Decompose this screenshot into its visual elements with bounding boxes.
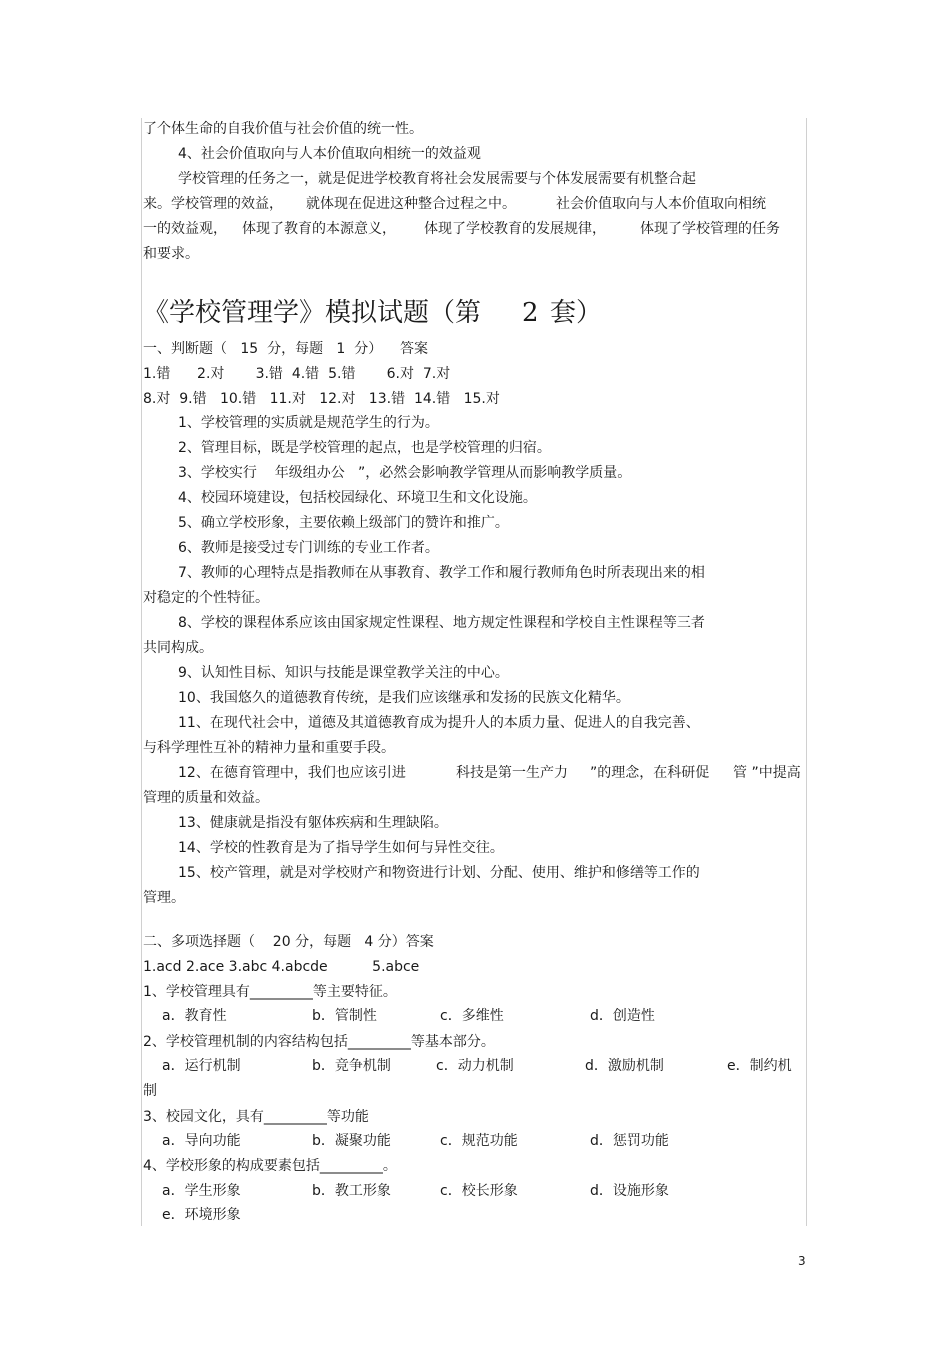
question-2-3: 3、校园文化，具有_________等功能 (143, 1109, 369, 1125)
question-1-10: 10、我国悠久的道德教育传统，是我们应该继承和发扬的民族文化精华。 (178, 690, 630, 706)
intro-line-4a: 来。学校管理的效益， (143, 196, 283, 212)
option-2-4-d: d．设施形象 (590, 1183, 669, 1199)
intro-line-3: 学校管理的任务之一，就是促进学校教育将社会发展需要与个体发展需要有机整合起 (178, 171, 696, 187)
question-1-8-cont: 共同构成。 (143, 640, 213, 656)
section-2-answers: 1.acd 2.ace 3.abc 4.abcde 5.abce (143, 959, 420, 975)
question-1-1: 1、学校管理的实质就是规范学生的行为。 (178, 415, 439, 431)
question-1-4: 4、校园环境建设，包括校园绿化、环境卫生和文化设施。 (178, 490, 537, 506)
intro-line-6: 和要求。 (143, 246, 199, 262)
question-1-14: 14、学校的性教育是为了指导学生如何与异性交往。 (178, 840, 504, 856)
option-2-4-c: c．校长形象 (440, 1183, 518, 1199)
right-margin-rule (806, 118, 807, 1226)
option-2-3-a: a．导向功能 (162, 1133, 241, 1149)
option-2-1-a: a．教育性 (162, 1008, 227, 1024)
question-1-11: 11、在现代社会中，道德及其道德教育成为提升人的本质力量、促进人的自我完善、 (178, 715, 700, 731)
question-1-12-part-4: 管 ”中提高 (733, 765, 801, 781)
question-1-12-part-3: ”的理念，在科研促 (590, 765, 710, 781)
question-1-12-part-2: 科技是第一生产力 (456, 765, 568, 781)
question-1-15: 15、校产管理，就是对学校财产和物资进行计划、分配、使用、维护和修缮等工作的 (178, 865, 700, 881)
question-1-13: 13、健康就是指没有躯体疾病和生理缺陷。 (178, 815, 448, 831)
intro-line-5d: 体现了学校管理的任务 (640, 221, 780, 237)
intro-line-4b: 就体现在促进这种整合过程之中。 (306, 196, 516, 212)
option-2-2-e: e．制约机 (727, 1058, 792, 1074)
intro-line-1: 了个体生命的自我价值与社会价值的统一性。 (143, 121, 423, 137)
option-2-4-b: b．教工形象 (312, 1183, 391, 1199)
option-2-2-c: c．动力机制 (436, 1058, 514, 1074)
question-1-7-cont: 对稳定的个性特征。 (143, 590, 269, 606)
option-2-4-a: a．学生形象 (162, 1183, 241, 1199)
question-1-15-cont: 管理。 (143, 890, 185, 906)
option-2-3-c: c．规范功能 (440, 1133, 518, 1149)
option-2-2-d: d．激励机制 (585, 1058, 664, 1074)
question-2-4: 4、学校形象的构成要素包括_________。 (143, 1158, 397, 1174)
question-1-5: 5、确立学校形象，主要依赖上级部门的赞许和推广。 (178, 515, 509, 531)
option-2-3-d: d．惩罚功能 (590, 1133, 669, 1149)
page-number: 3 (798, 1254, 806, 1268)
intro-line-4c: 社会价值取向与人本价值取向相统 (556, 196, 766, 212)
section-1-answers-1: 1.错 2.对 3.错 4.错 5.错 6.对 7.对 (143, 366, 451, 382)
intro-line-5c: 体现了学校教育的发展规律， (424, 221, 606, 237)
option-2-4-e: e．环境形象 (162, 1207, 241, 1223)
option-2-3-b: b．凝聚功能 (312, 1133, 391, 1149)
question-1-7: 7、教师的心理特点是指教师在从事教育、教学工作和履行教师角色时所表现出来的相 (178, 565, 705, 581)
question-2-2: 2、学校管理机制的内容结构包括_________等基本部分。 (143, 1034, 495, 1050)
document-title-number: 2 (522, 298, 539, 328)
option-2-2-a: a．运行机制 (162, 1058, 241, 1074)
section-1-answers-2: 8.对 9.错 10.错 11.对 12.对 13.错 14.错 15.对 (143, 391, 500, 407)
question-1-11-cont: 与科学理性互补的精神力量和重要手段。 (143, 740, 395, 756)
question-2-1: 1、学校管理具有_________等主要特征。 (143, 984, 397, 1000)
question-1-12-part-1: 12、在德育管理中，我们也应该引进 (178, 765, 406, 781)
question-1-6: 6、教师是接受过专门训练的专业工作者。 (178, 540, 439, 556)
document-title-end: 套） (550, 298, 603, 328)
section-1-heading: 一、判断题（ 15 分，每题 1 分） 答案 (143, 341, 429, 357)
question-1-8: 8、学校的课程体系应该由国家规定性课程、地方规定性课程和学校自主性课程等三者 (178, 615, 705, 631)
question-1-12-cont: 管理的质量和效益。 (143, 790, 269, 806)
option-2-2-b: b．竞争机制 (312, 1058, 391, 1074)
left-margin-rule (141, 118, 142, 1226)
section-2-heading: 二、多项选择题（ 20 分，每题 4 分）答案 (143, 934, 434, 950)
intro-line-5a: 一的效益观， (143, 221, 227, 237)
question-1-9: 9、认知性目标、知识与技能是课堂教学关注的中心。 (178, 665, 509, 681)
intro-heading-4: 4、社会价值取向与人本价值取向相统一的效益观 (178, 146, 481, 162)
option-2-1-d: d．创造性 (590, 1008, 655, 1024)
question-1-3: 3、学校实行 年级组办公 ”，必然会影响教学管理从而影响教学质量。 (178, 465, 632, 481)
option-2-1-b: b．管制性 (312, 1008, 377, 1024)
option-2-1-c: c．多维性 (440, 1008, 504, 1024)
document-title: 《学校管理学》模拟试题（第 (143, 298, 482, 328)
option-2-2-e-cont: 制 (143, 1083, 157, 1099)
question-1-2: 2、管理目标，既是学校管理的起点，也是学校管理的归宿。 (178, 440, 551, 456)
intro-line-5b: 体现了教育的本源意义， (242, 221, 396, 237)
